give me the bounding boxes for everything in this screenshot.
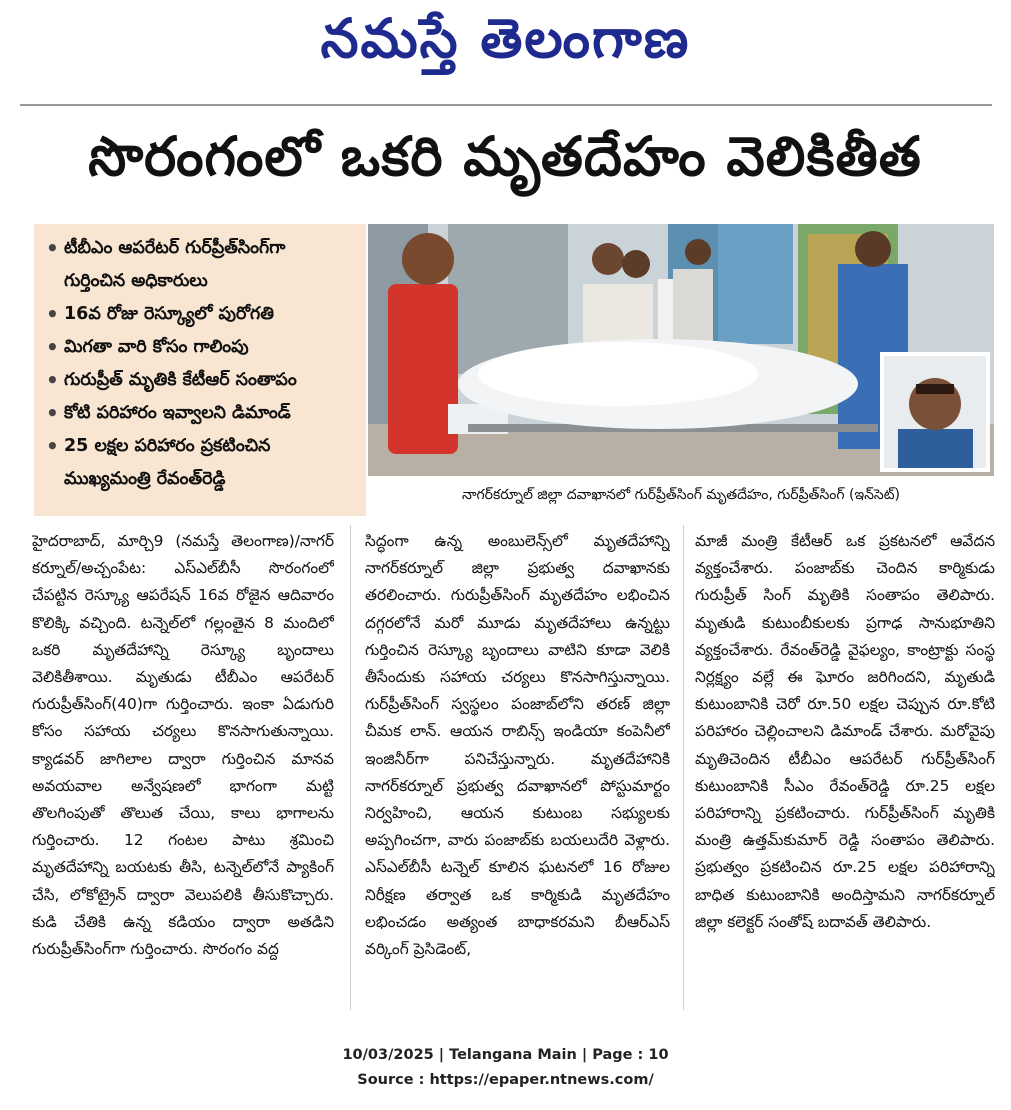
highlight-text: కోటి పరిహారం ఇవ్వాలని డిమాండ్ [64, 403, 291, 423]
column-divider [350, 525, 351, 1010]
highlight-item: • మిగతా వారి కోసం గాలింపు [46, 335, 249, 359]
highlights-box [34, 224, 366, 516]
highlight-text: టీబీఎం ఆపరేటర్ గుర్‌ప్రీత్‌సింగ్‌గా [64, 238, 286, 258]
masthead [0, 0, 1011, 90]
masthead-divider [20, 104, 992, 106]
highlight-item: • 16వ రోజు రెస్క్యూలో పురోగతి [46, 302, 274, 326]
highlight-item: • గురుప్రీత్ మృతికి కేటీఆర్ సంతాపం [46, 368, 297, 392]
highlight-item: • టీబీఎం ఆపరేటర్ గుర్‌ప్రీత్‌సింగ్‌గా [46, 236, 286, 260]
masthead-logo: నమస్తే తెలంగాణ [320, 6, 691, 70]
footer-source: Source : https://epaper.ntnews.com/ [357, 1072, 654, 1088]
highlight-item [42, 265, 360, 298]
article-column-3: మాజీ మంత్రి కేటీఆర్ ఒక ప్రకటనలో ఆవేదన వ్యక్తంచేశారు. పంజాబ్‌కు చెందిన కార్మికుడు గురుప్రీత్ సింగ్ మృతికి సంతాపం తెలిపారు. మృతుడి కుటుంబీకులకు ప్రగాఢ సానుభూతిని వ్యక్తంచేశారు. రేవంత్‌రెడ్డి వైఫల్యం, కాంట్రాక్టు సంస్థ నిర్లక్ష్యం వల్లే ఈ ఘోరం జరిగిందని, మృతుడి కుటుంబానికి చెరో రూ.50 లక్షల చెప్పున రూ.కోటి పరిహారం చెల్లించాలని డిమాండ్ చేశారు. మరోవైపు మృతిచెందిన టీబీఎం ఆపరేటర్ గుర్‌ప్రీత్‌సింగ్ కుటుంబానికి సీఎం రేవంత్‌రెడ్డి రూ.25 లక్షల పరిహారాన్ని ప్రకటించారు. గుర్‌ప్రీత్‌సింగ్ మృతికి మంత్రి ఉత్తమ్‌కుమార్ రెడ్డి సంతాపం తెలిపారు. ప్రభుత్వం ప్రకటించిన రూ.25 లక్షల పరిహారాన్ని బాధిత కుటుంబానికి అందిస్తామని నాగర్‌కర్నూల్ జిల్లా కలెక్టర్ సంతోష్ బదావత్ తెలిపారు. [695, 532, 995, 931]
highlight-text: 16వ రోజు రెస్క్యూలో పురోగతి [64, 304, 274, 324]
highlight-text: 25 లక్షల పరిహారం ప్రకటించిన [64, 436, 271, 456]
headline: సొరంగంలో ఒకరి మృతదేహం వెలికితీత [88, 125, 922, 188]
article-column-2: సిద్ధంగా ఉన్న అంబులెన్స్‌లో మృతదేహాన్ని నాగర్‌కర్నూల్ జిల్లా ప్రభుత్వ దవాఖానకు తరలించారు. గురుప్రీత్‌సింగ్ మృతదేహం లభించిన దగ్గరలోనే మరో మూడు మృతదేహాలు ఉన్నట్టు గుర్తించిన రెస్క్యూ బృందాలు వాటిని కూడా వెలికి తీసేందుకు సహాయ చర్యలు కొనసాగిస్తున్నాయి. గుర్‌ప్రీత్‌సింగ్ స్వస్థలం పంజాబ్‌లోని తరణ్ జిల్లా చీమక లాన్. ఆయన రాబిన్స్ ఇండియా కంపెనీలో ఇంజినీర్‌గా పనిచేస్తున్నారు. మృతదేహానికి నాగర్‌కర్నూల్ ప్రభుత్వ దవాఖానలో పోస్టుమార్టం నిర్వహించి, ఆయన కుటుంబ సభ్యులకు అప్పగించగా, వారు పంజాబ్‌కు బయలుదేరి వెళ్లారు. ఎస్‌ఎల్‌బీసీ టన్నెల్ కూలిన ఘటనలో 16 రోజుల నిరీక్షణ తర్వాత ఒక కార్మికుడి మృతదేహం లభించడం అత్యంత బాధాకరమని బీఆర్‌ఎస్ వర్కింగ్ ప్రెసిడెంట్, [365, 532, 670, 959]
highlight-text: ముఖ్యమంత్రి రేవంత్‌రెడ్డి [64, 469, 226, 489]
highlight-text: గురుప్రీత్ మృతికి కేటీఆర్ సంతాపం [64, 370, 297, 390]
morgue-scene-illustration [368, 224, 994, 476]
column-divider [683, 525, 684, 1010]
highlight-item: • కోటి పరిహారం ఇవ్వాలని డిమాండ్ [46, 401, 291, 425]
highlight-item: • 25 లక్షల పరిహారం ప్రకటించిన [46, 434, 271, 458]
photo-caption: నాగర్‌కర్నూల్ జిల్లా దవాఖానలో గుర్‌ప్రీత్‌సింగ్ మృతదేహం, గుర్‌ప్రీత్‌సింగ్ (ఇన్‌సెట్) [461, 487, 901, 503]
highlight-text: గుర్తించిన అధికారులు [64, 271, 208, 291]
highlight-item [42, 463, 360, 496]
article-column-1: హైదరాబాద్, మార్చి9 (నమస్తే తెలంగాణ)/నాగర్ కర్నూల్/అచ్చంపేట: ఎస్‌ఎల్‌బీసీ సొరంగంలో చేపట్టిన రెస్క్యూ ఆపరేషన్ 16వ రోజైన ఆదివారం కొలిక్కి వచ్చింది. టన్నెల్‌లో గల్లంతైన 8 మందిలో ఒకరి మృతదేహాన్ని రెస్క్యూ బృందాలు వెలికితీశాయి. మృతుడు టీబీఎం ఆపరేటర్ గురుప్రీత్‌సింగ్(40)గా గుర్తించారు. ఇంకా ఏడుగురి కోసం సహాయ చర్యలు కొనసాగుతున్నాయి. క్యాడవర్ జాగిలాల ద్వారా గుర్తించిన మానవ అవయవాల అన్వేషణలో భాగంగా మట్టి తొలగింపుతో తొలుత చేయి, కాలు భాగాలను గుర్తించారు. 12 గంటల పాటు శ్రమించి మృతదేహాన్ని బయటకు తీసి, టన్నెల్‌లోనే ప్యాకింగ్ చేసి, లోకోట్రైన్ ద్వారా వెలుపలికి తీసుకొచ్చారు. కుడి చేతికి ఉన్న కడియం ద్వారా అతడిని గురుప్రీత్‌సింగ్‌గా గుర్తించారు. సొరంగం వద్ద [32, 532, 334, 959]
highlight-text: మిగతా వారి కోసం గాలింపు [64, 337, 249, 357]
news-photo [368, 224, 994, 476]
footer-edition-info: 10/03/2025 | Telangana Main | Page : 10 [342, 1047, 669, 1063]
